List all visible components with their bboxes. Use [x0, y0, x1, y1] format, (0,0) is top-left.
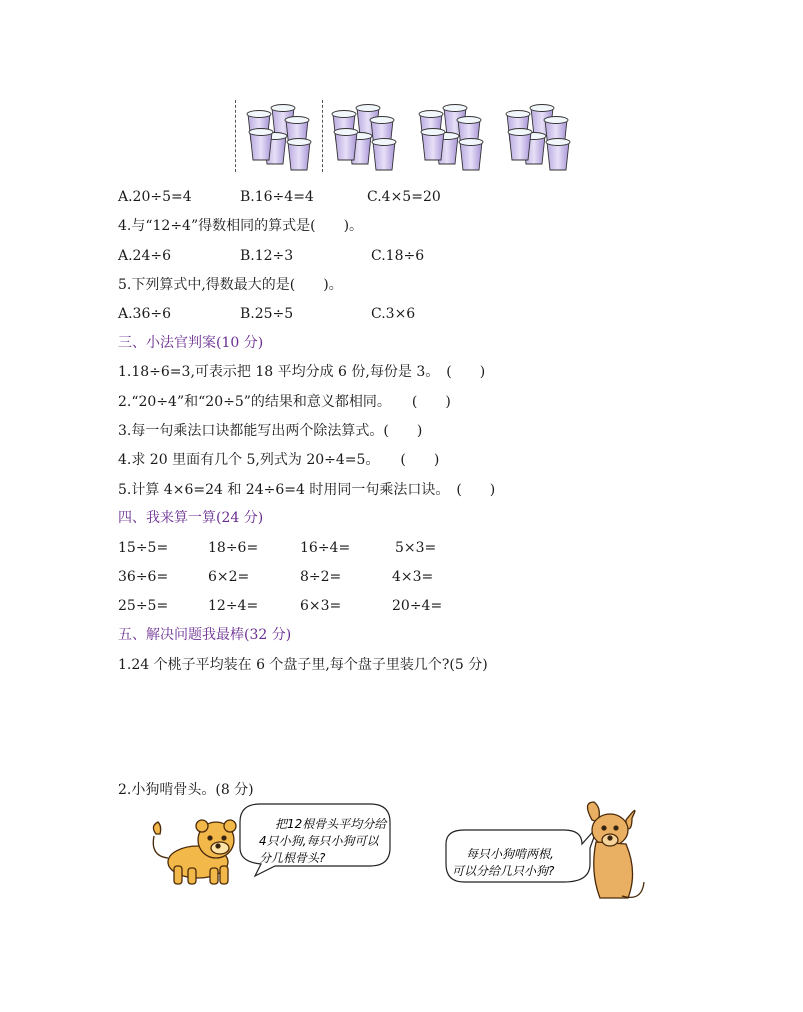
section3-item-4: 4.求 20 里面有几个 5,列式为 20÷4=5。 ( )	[118, 452, 440, 468]
cup-icon	[334, 129, 358, 161]
left-bubble-line-2: 4只小狗,每只小狗可以	[259, 834, 379, 848]
right-speech-bubble	[446, 826, 598, 882]
dogs-illustration	[140, 800, 660, 910]
q4-option-a: A.24÷6	[118, 248, 172, 264]
calc-r1-c1: 15÷5=	[118, 540, 169, 556]
section4-title: 四、我来算一算(24 分)	[118, 510, 264, 526]
cup-icon	[421, 129, 445, 161]
calc-r2-c3: 8÷2=	[300, 569, 342, 585]
q5-option-a: A.36÷6	[118, 306, 172, 322]
section3-item-1: 1.18÷6=3,可表示把 18 平均分成 6 份,每份是 3。 ( )	[118, 364, 486, 380]
cup-icon	[546, 139, 570, 171]
calc-r2-c4: 4×3=	[392, 569, 434, 585]
cup-icon	[249, 129, 273, 161]
calc-r1-c4: 5×3=	[395, 540, 437, 556]
q5-option-c: C.3×6	[371, 306, 416, 322]
section3-item-5: 5.计算 4×6=24 和 24÷6=4 时用同一句乘法口诀。 ( )	[118, 482, 496, 498]
section3-title: 三、小法官判案(10 分)	[118, 335, 264, 351]
cup-icon	[372, 139, 396, 171]
cup-icon	[459, 139, 483, 171]
calc-r3-c3: 6×3=	[300, 598, 342, 614]
section3-item-2: 2.“20÷4”和“20÷5”的结果和意义都相同。 ( )	[118, 394, 451, 410]
section3-item-3: 3.每一句乘法口诀都能写出两个除法算式。( )	[118, 423, 423, 439]
calc-r2-c2: 6×2=	[208, 569, 250, 585]
calc-r1-c2: 18÷6=	[208, 540, 259, 556]
q5-option-b: B.25÷5	[240, 306, 294, 322]
q3-option-b: B.16÷4=4	[240, 189, 314, 205]
q3-option-a: A.20÷5=4	[118, 189, 192, 205]
calc-r3-c1: 25÷5=	[118, 598, 169, 614]
section5-title: 五、解决问题我最棒(32 分)	[118, 627, 292, 643]
right-bubble-line-2: 可以分给几只小狗?	[452, 864, 555, 878]
problem-1: 1.24 个桃子平均装在 6 个盘子里,每个盘子里装几个?(5 分)	[118, 657, 488, 673]
q4-stem: 4.与“12÷4”得数相同的算式是( )。	[118, 218, 364, 234]
q5-stem: 5.下列算式中,得数最大的是( )。	[118, 277, 343, 293]
left-speech-bubble	[240, 804, 390, 876]
q3-option-c: C.4×5=20	[367, 189, 441, 205]
right-bubble-line-1: 每只小狗啃两根,	[466, 847, 554, 861]
right-dog-icon	[587, 802, 644, 898]
calc-r1-c3: 16÷4=	[300, 540, 351, 556]
calc-r3-c4: 20÷4=	[392, 598, 443, 614]
q4-option-b: B.12÷3	[240, 248, 294, 264]
cup-icon	[287, 139, 311, 171]
problem-2: 2.小狗啃骨头。(8 分)	[118, 782, 254, 798]
calc-r2-c1: 36÷6=	[118, 569, 169, 585]
q4-option-c: C.18÷6	[371, 248, 425, 264]
cup-icon	[508, 129, 532, 161]
left-dog-icon	[153, 820, 236, 884]
cups-illustration	[0, 98, 803, 178]
left-bubble-line-3: 分几根骨头?	[259, 851, 326, 865]
cup-group	[247, 105, 570, 171]
calc-r3-c2: 12÷4=	[208, 598, 259, 614]
left-bubble-line-1: 把12根骨头平均分给	[275, 817, 387, 831]
